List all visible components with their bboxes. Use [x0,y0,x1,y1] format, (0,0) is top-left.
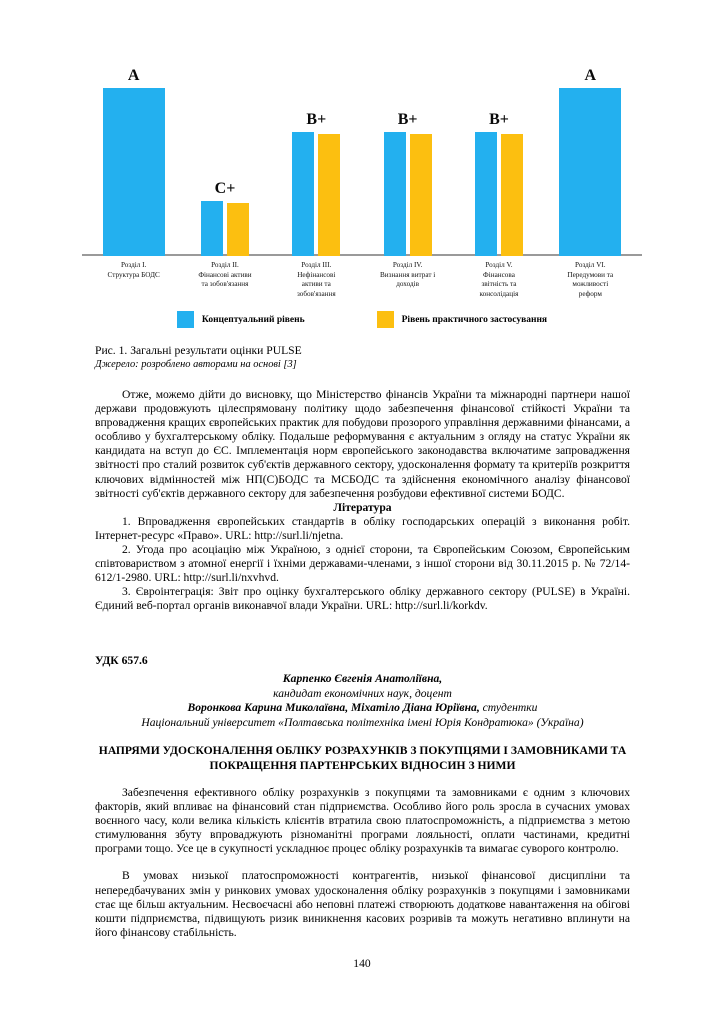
chart-category-2-line2: Фінансові активи [198,270,252,279]
chart-category-3-line1: Розділ III. [301,261,332,269]
bar-grade-label-5: B+ [489,111,509,128]
bar-practice-3 [318,134,340,256]
bar-practice-5 [501,134,523,256]
authors-secondary-line [95,701,630,716]
legend-swatch-concept-icon [177,311,194,328]
chart-category-4 [362,261,453,299]
chart-category-2-line3: та зобов'язання [201,280,249,288]
udk-code: УДК 657.6 [95,653,148,667]
chart-category-5-line1: Розділ V. [485,261,513,269]
reference-item-1: 1. Впровадження європейських стандартів в обліку господарських операцій з виконання робіт. Інтернет-ресурс «Право». URL: http://surl.li/njetna. [95,514,630,542]
legend-label-concept: Концептуальний рівень [201,314,305,325]
bar-concept-3 [292,132,314,256]
bar-concept-5 [475,132,497,256]
legend-item-concept [177,311,305,328]
figure-source: Джерело: розроблено авторами на основі [3] [95,359,297,370]
reference-item-3: 3. Євроінтеграція: Звіт про оцінку бухгалтерського обліку державного сектору (PULSE) в Україні. Єдиний веб-портал органів виконавчої влади України. URL: http://surl.li/korkdv. [95,585,630,613]
figure-chart-pulse [0,56,724,325]
chart-category-2-line1: Розділ II. [211,261,239,269]
bar-grade-label-3: B+ [306,111,327,128]
chart-category-6-line4: реформ [578,289,602,298]
chart-category-4-line1: Розділ IV. [392,261,423,269]
chart-category-5-line2: Фінансова [483,270,515,279]
legend-label-practice: Рівень практичного застосування [401,314,548,325]
chart-category-4-line2: Визнання витрат і [379,270,436,279]
author-primary-role: кандидат економічних наук, доцент [273,686,452,700]
author-affiliation: Національний університет «Полтавська політехніка імені Юрія Кондратюка» (Україна) [141,715,584,729]
chart-category-4-line3: доходів [396,280,420,288]
chart-category-3 [271,261,362,299]
bar-practice-2 [227,203,249,256]
bar-grade-label-1: A [127,67,140,84]
chart-category-1 [88,261,179,299]
chart-plot-area [82,56,642,256]
legend-item-practice [377,311,547,328]
chart-category-6-line1: Розділ VI. [575,261,606,269]
bar-group-3 [271,56,362,256]
page-content [95,344,630,940]
bar-concept-1 [103,88,165,256]
bar-practice-4 [410,134,432,256]
chart-category-6 [545,261,636,299]
author-primary-name: Карпенко Євгенія Анатоліївна, [282,672,443,685]
chart-category-labels [82,261,642,299]
paragraph-conclusion: Отже, можемо дійти до висновку, що Міністерство фінансів України та міжнародні партнери нашої держави продовжують цілеспрямовану політику щодо забезпечення фінансової стійкості України та впровадження кращих європейських практик для побудови прозорого управління державними фінансами, а особливо у бухгалтерському обліку. Подальше реформування є актуальним з огляду на статус України як кандидата на вступ до ЄС. Імплементація норм європейського законодавства включатиме запровадження звітності про сталий розвиток суб'єктів державного сектору, удосконалення формату та критеріїв розкриття ключових відмінностей між НП(С)БОДС та МСБОДС та здійснення економічного аналізу фінансової звітності суб'єктів державного сектору для забезпечення розбудови ефективної системи БОДС. [95,388,630,500]
bar-group-6 [545,56,636,256]
bar-concept-2 [201,201,223,256]
chart-category-5-line3: звітність та [481,280,517,288]
bar-concept-4 [384,132,406,256]
chart-category-1-line1: Розділ I. [120,261,147,269]
bar-grade-label-2: C+ [214,180,236,197]
author-block [95,672,630,730]
bar-chart [82,56,642,325]
article-paragraph-1: Забезпечення ефективного обліку розрахунків з покупцями та замовниками є одним з ключових факторів, який впливає на фінансовий стан підприємства. Особливо його роль зросла в сучасних умовах воєнного часу, коли велика кількість клієнтів втратила свою платоспроможність, а підприємства з метою стимулювання збуту впроваджують різноманітні програми лояльності, оплати частинами, кредитні програми тощо. Усе це в сукупності ускладнює процес обліку розрахунків та вимагає суворого контролю. [95,786,630,856]
chart-legend [82,311,642,328]
chart-category-3-line3: активи та [301,280,331,288]
bar-concept-6 [559,88,621,256]
page-number: 140 [353,957,371,970]
bar-grade-label-6: A [584,67,597,84]
bar-group-5 [453,56,544,256]
chart-category-5 [453,261,544,299]
authors-secondary-names: Воронкова Карина Миколаївна, Міхатіло Діана Юріївна, [187,701,480,714]
chart-category-3-line4: зобов'язання [296,289,336,298]
chart-category-6-line3: можливості [572,280,609,288]
chart-category-6-line2: Передумови та [567,270,614,279]
chart-category-1-line2: Структура БОДС [107,270,160,279]
figure-caption: Рис. 1. Загальні результати оцінки PULSE [95,344,302,357]
article-paragraph-2: В умовах низької платоспроможності контрагентів, низької фінансової дисципліни та непередбачуваних змін у ринкових умовах удосконалення обліку розрахунків з покупцями і замовниками стає ще більш актуальним. Несвоєчасні або неповні платежі створюють додаткове навантаження на обігові кошти підприємства, підвищують ризик виникнення касових розривів та можуть негативно вплинути на його фінансову стабільність. [95,869,630,939]
bar-grade-label-4: B+ [397,111,418,128]
legend-swatch-practice-icon [377,311,394,328]
chart-category-3-line2: Нефінансові [297,270,336,279]
bar-group-2 [179,56,270,256]
chart-category-5-line4: консолідація [479,289,519,298]
article-title: НАПРЯМИ УДОСКОНАЛЕННЯ ОБЛІКУ РОЗРАХУНКІВ З ПОКУПЦЯМИ І ЗАМОВНИКАМИ ТА ПОКРАЩЕННЯ ПАРТЕНРСЬКИХ ВІДНОСИН З НИМИ [98,744,627,772]
bar-group-4 [362,56,453,256]
reference-item-2: 2. Угода про асоціацію між Україною, з однієї сторони, та Європейським Союзом, Європейським співтовариством з атомної енергії і їхніми державами-членами, з іншої сторони від 30.11.2015 р. № 72/14-612/1-2980. URL: http://surl.li/nxvhvd. [95,543,630,585]
chart-category-2 [179,261,270,299]
references-heading: Література [333,500,392,514]
authors-secondary-role: студентки [482,701,538,714]
bar-group-1 [88,56,179,256]
